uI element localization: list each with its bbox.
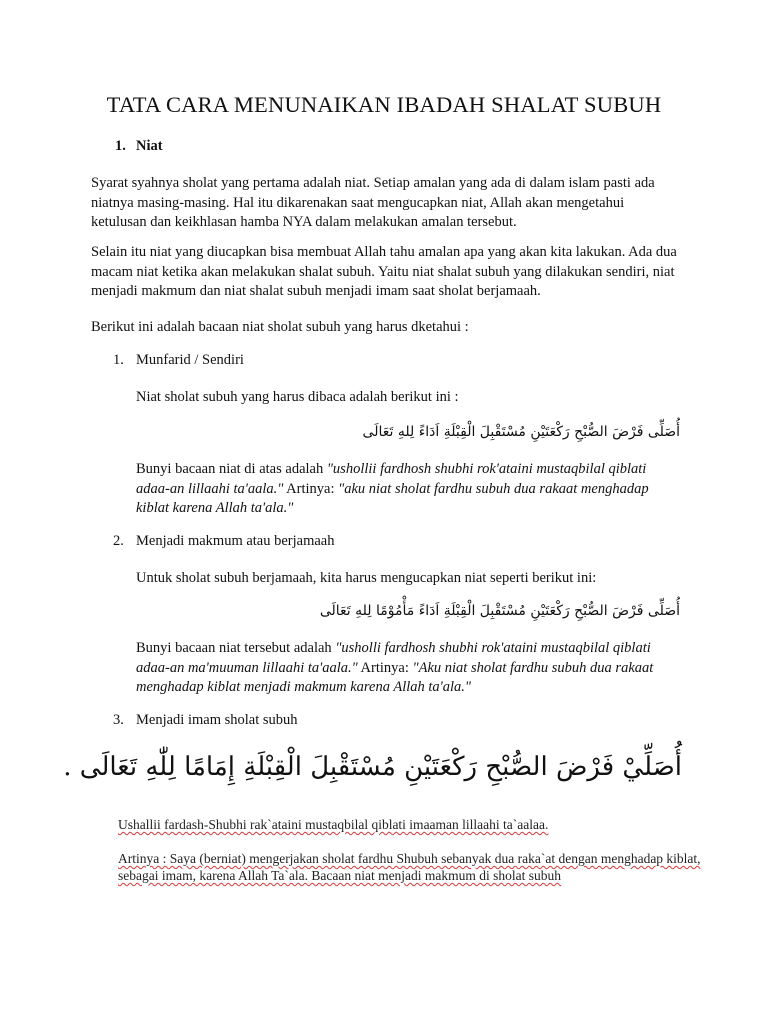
arabic-niat-makmum: أُصَلِّى فَرْضَ الصُّبْحِ رَكْعَتَيْنِ مُسْتَقْبِلَ الْقِبْلَةِ اَدَاءً مَأْمُوْمًا لِلهِ تَعَالَى xyxy=(319,603,680,619)
arabic-niat-munfarid: أُصَلِّى فَرْضَ الصُّبْحِ رَكْعَتَيْنِ مُسْتَقْبِلَ الْقِبْلَةِ اَدَاءً لِلهِ تَعَالَى xyxy=(362,424,680,440)
list-item-label: Menjadi imam sholat subuh xyxy=(136,712,298,728)
paragraph-2: Selain itu niat yang diucapkan bisa membuat Allah tahu amalan apa yang akan kita lakukan. Ada dua macam niat ketika akan melakukan shalat subuh. Yaitu niat shalat subuh yang dilakukan sendiri, niat menjadi makmum dan niat shalat subuh menjadi imam saat sholat berjamaah. xyxy=(91,244,677,299)
list-item-label: Menjadi makmum atau berjamaah xyxy=(136,533,335,549)
imam-latin-reading xyxy=(118,816,703,833)
list-item-number: 2. xyxy=(113,533,124,549)
page-title: TATA CARA MENUNAIKAN IBADAH SHALAT SUBUH xyxy=(106,92,662,117)
reading-prefix: Bunyi bacaan niat di atas adalah xyxy=(136,461,327,477)
arabic-niat-imam: أُصَلِّيْ فَرْضَ الصُّبْحِ رَكْعَتَيْنِ مُسْتَقْبِلَ الْقِبْلَةِ إِمَامًا لِلّٰهِ تَعَالَى . xyxy=(63,752,682,782)
list-item-label: Munfarid / Sendiri xyxy=(136,352,244,368)
meaning-text: "aku niat sholat fardhu subuh dua rakaat menghadap kiblat karena Allah ta'ala." xyxy=(136,480,649,516)
list-item-munfarid xyxy=(113,352,244,369)
section-label: Niat xyxy=(136,138,163,154)
imam-meaning-text: Artinya : Saya (berniat) mengerjakan sholat fardhu Shubuh sebanyak dua raka`at dengan menghadap kiblat, sebagai imam, karena Allah Ta`ala. Bacaan niat menjadi makmum di sholat subuh xyxy=(118,851,701,883)
item-1-reading xyxy=(136,460,676,519)
reading-prefix: Bunyi bacaan niat tersebut adalah xyxy=(136,640,336,656)
imam-meaning xyxy=(118,850,703,884)
reading-latin: "ushollii fardhosh shubhi rok'ataini mustaqbilal qiblati adaa-an lillaahi ta'aala." xyxy=(136,461,647,497)
imam-latin-text: Ushallii fardash-Shubhi rak`ataini mustaqbilal qiblati imaaman lillaahi ta`aalaa. xyxy=(118,817,549,832)
reading-latin: "usholli fardhosh shubhi rok'ataini mustaqbilal qiblati adaa-an ma'muuman lillaahi ta'aala." xyxy=(136,640,651,676)
list-item-number: 3. xyxy=(113,712,124,728)
paragraph-1: Syarat syahnya sholat yang pertama adalah niat. Setiap amalan yang ada di dalam islam pasti ada niatnya masing-masing. Hal itu dikarenakan saat mengucapkan niat, Allah akan mengetahui ketulusan dan keikhlasan hamba NYA dalam melakukan amalan tersebut. xyxy=(91,175,655,230)
item-2-intro: Untuk sholat subuh berjamaah, kita harus mengucapkan niat seperti berikut ini: xyxy=(136,570,597,586)
item-1-intro: Niat sholat subuh yang harus dibaca adalah berikut ini : xyxy=(136,389,459,405)
section-number: 1. xyxy=(115,138,126,154)
list-item-imam xyxy=(113,712,298,729)
meaning-prefix: Artinya: xyxy=(357,659,413,676)
paragraph-3: Berikut ini adalah bacaan niat sholat subuh yang harus dketahui : xyxy=(91,319,469,335)
list-item-makmum xyxy=(113,533,335,550)
section-heading-niat xyxy=(115,138,163,155)
meaning-prefix: Artinya: xyxy=(283,480,339,497)
list-item-number: 1. xyxy=(113,352,124,368)
item-2-reading xyxy=(136,639,676,698)
meaning-text: "Aku niat sholat fardhu subuh dua rakaat menghadap kiblat menjadi makmum karena Allah ta'ala." xyxy=(136,659,654,695)
